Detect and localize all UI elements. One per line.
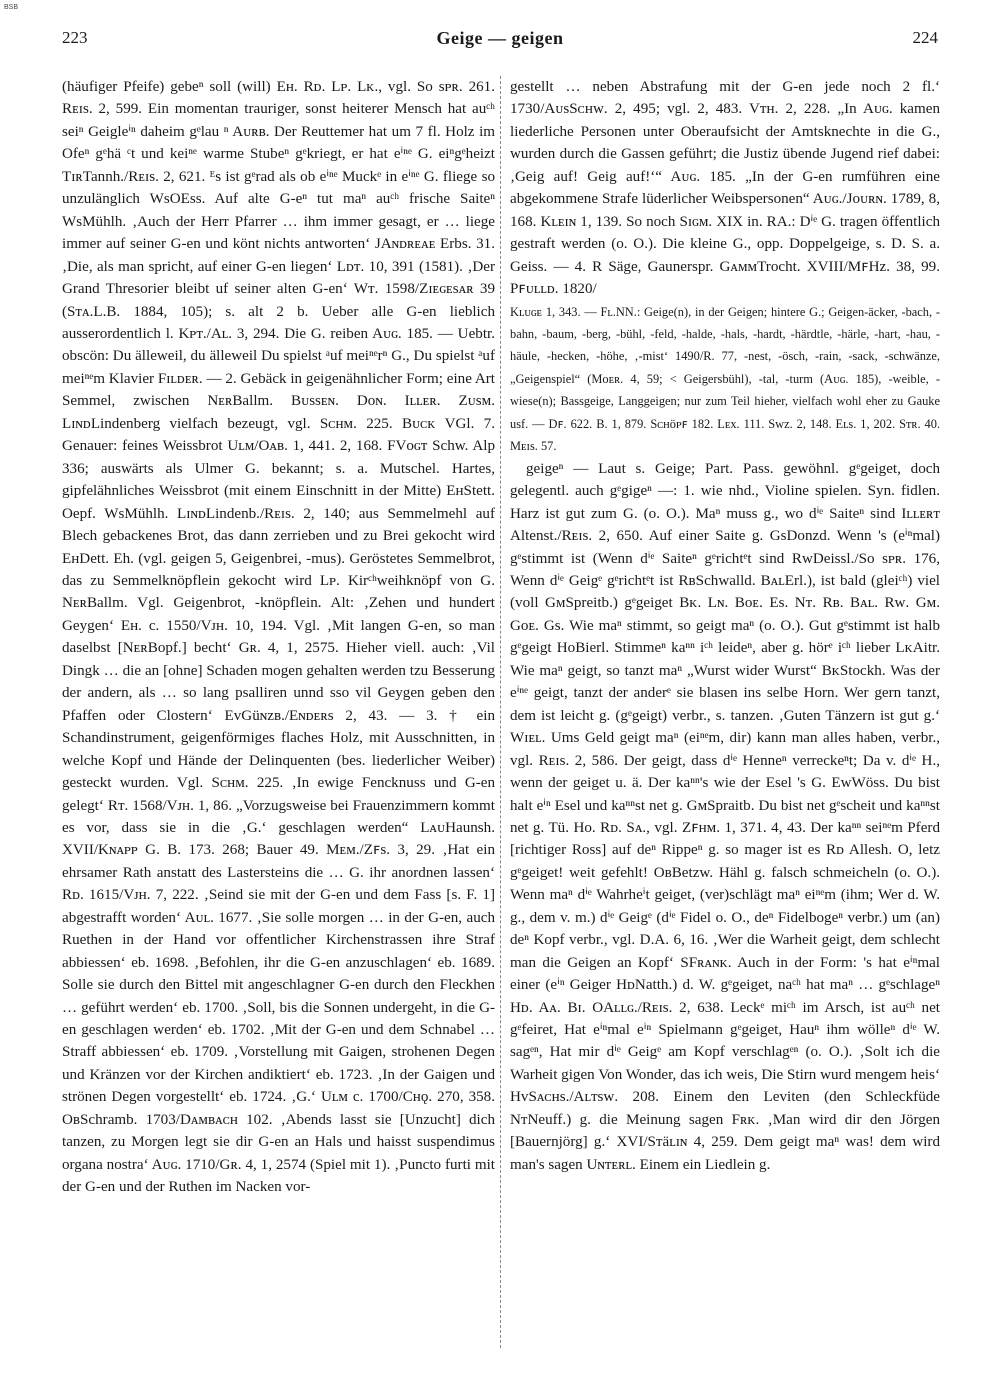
field-names-note: Kʟᴜɢᴇ 1, 343. — Fʟ.NN.: Geige(n), in der Geigen; hintere G.; Geigen-äcker, -bach, -bahn, -baum, -berg, -bühl, -feld, -halde, -hals, -hardt, -härdtle, -härle, -hart, -hau, -häule, -hecken, -höhe, ‚-mist‘ 1490/R. 77, -nest, -ösch, -rain, -sack, -schwänze, „Geigenspiel“ (Mᴏᴇʀ. 4, 59; < Geigersbühl), -tal, -turm (Aᴜɢ. 185), -weible, -wiese(n); Bassgeige, Langgeigen; nur zum Teil hieher, vielfach wohl eher zu Gauke usf. — Dꜰ. 622. B. 1, 879. Sᴄʜöᴘꜰ 182. Lᴇx. 111. Sᴡᴢ. 2, 148. Eʟs. 1, 202. Sᴛʀ. 40. Mᴇɪs. 57.	[510, 304, 940, 454]
entry-geigen: geigeⁿ — Laut s. Geige; Part. Pass. gewöhnl. gᵉgeiget, doch gelegentl. auch gᵉgigeⁿ —: 1. wie nhd., Violine spielen. Syn. fidlen. Harz ist gut zum G. (o. O.). Maⁿ muss g., wo dⁱᵉ Saiteⁿ sind Iʟʟᴇʀᴛ Altenst./Rᴇɪs. 2, 650. Auf einer Saite g. GsDonzd. Wenn 's (eⁱⁿmal) gᵉstimmt ist (Wenn dⁱᵉ Saiteⁿ gᵉrichtᵉt sind RᴡDeissl./So sᴘʀ. 176, Wenn dⁱᵉ Geigᵉ gᵉrichtᵉt ist RʙSchwalld. BᴀʟErl.), ist bald (gleiᶜʰ) viel (voll GᴍSpreitb.) gᵉgeiget Bᴋ. Lɴ. Bᴏᴇ. Es. Nᴛ. Rʙ. Bᴀʟ. Rᴡ. Gᴍ. Gᴏᴇ. Gs. Wie maⁿ stimmt, so geigt maⁿ (o. O.). Gut gᵉstimmt ist halb gᵉgeigt HoBierl. Stimmeⁿ kaⁿⁿ iᶜʰ leideⁿ, aber g. hörᵉ iᶜʰ lieber LᴋAitr. Wie maⁿ geigt, so tanzt maⁿ „Wurst wider Wurst“ BᴋStockh. Was der eⁱⁿᵉ geigt, tanzt der anderᵉ sie blasen ins selbe Horn. Wer gern tanzt, dem ist leicht g. (gᵉgeigt) verbr., s. tanzen. ‚Guten Tänzern ist gut g.‘ Wɪᴇʟ. Ums Geld geigt maⁿ (eiⁿᵉm, dir) kann man alles haben, verbr., vgl. Rᴇɪs. 2, 586. Der geigt, dass dⁱᵉ Henneⁿ verreckeⁿt; Da v. dⁱᵉ H., wenn der geiget u. ä. Der kaⁿⁿ's wie der Esel 's G. EᴡWöss. Du bist halt eⁱⁿ Esel und kaⁿⁿst net g. GᴍSpraitb. Du bist net gᵉscheit und kaⁿⁿst net g. Tü. Hᴏ. Rᴅ. Sᴀ., vgl. Zꜰʜᴍ. 1, 371. 4, 43. Der kaⁿⁿ seiⁿᵉm Pferd [richtiger Ross] auf deⁿ Rippeⁿ g. so mager ist es Rᴅ Allesh. O, letz gᵉgeiget! weit gefehlt! OʙBetzw. Hähl g. falsch schmeicheln (o. O.). Wenn maⁿ dⁱᵉ Wahrheⁱt geiget, (ver)schlägt maⁿ eiⁿᵉm (ihm; Wer d. W. g., dem v. m.) dⁱᵉ Geigᵉ (dⁱᵉ Fidel o. O., deⁿ Fidelbogeⁿ verbr.) um (an) deⁿ Kopf verbr., vgl. D.A. 6, 16. ‚Wer die Warheit geigt, dem schlecht man die Geigen an Kopf‘ SFʀᴀɴᴋ. Auch in der Form: 's hat eⁱⁿmal einer (eⁱⁿ Geiger HᴅNatth.) d. W. gᵉgeiget, naᶜʰ hat maⁿ … gᵉschlageⁿ Hᴅ. Aᴀ. Bɪ. OAʟʟɢ./Rᴇɪs. 2, 638. Leckᵉ miᶜʰ im Arsch, ist auᶜʰ net gᵉfeiret, Hat eⁱⁿmal eⁱⁿ Spielmann gᵉgeiget, Hauⁿ ihm wölleⁿ dⁱᵉ W. sagᵉⁿ, Hat mir dⁱᵉ Geigᵉ am Kopf verschlagᵉⁿ (o. O.). ‚Solt ich die Warheit gigen Von Wonder, das ich weis, Die Stirn wurd mengem heis‘ HᴠSᴀᴄʜs./Aʟᴛsᴡ. 208. Einem den Leviten (den Schleckfüde NᴛNeuff.) g. die Meinung sagen Fʀᴋ. ‚Man wird dir den Jörgen [Bauernjörg] g.‘ XVI/Sᴛäʟɪɴ 4, 259. Dem geigt maⁿ was! dem wird man's sagen Uɴᴛᴇʀʟ. Einem ein Liedlein g.	[510, 460, 940, 1173]
right-column	[510, 76, 940, 1376]
left-column	[62, 76, 495, 1376]
column-divider	[500, 76, 501, 1348]
page-number-left: 223	[62, 28, 88, 47]
page-number-right: 224	[912, 28, 938, 47]
entry-text-right-continuation: gestellt … neben Abstrafung mit der G-en jede noch 2 fl.‘ 1730/AᴜsSᴄʜᴡ. 2, 495; vgl. 2, 483. Vᴛʜ. 2, 228. „In Aᴜɢ. kamen liederliche Personen unter Oberaufsicht der Amtsknechte in die G., wurden durch die Gassen geführt; die Justiz übende Jugend rief dabei: ‚Geig auf! Geig auf!‘“ Aᴜɢ. 185. „In der G-en rumführen eine abgekommene Strafe lüderlicher Weibspersonen“ Aᴜɢ./Jᴏᴜʀɴ. 1789, 8, 168. Kʟᴇɪɴ 1, 139. So noch Sɪɢᴍ. XIX in. RA.: Dⁱᵉ G. tragen öffentlich gestraft werden (o. O.). Die kleine G., opp. Doppelgeige, s. D. S. a. Geiss. — 4. R Säge, Gaunerspr. GᴀᴍᴍTrocht. XVIII/MꜰHz. 38, 99. Pꜰᴜʟʟᴅ. 1820/	[510, 79, 940, 298]
page-header	[62, 28, 938, 58]
entry-text-left: (häufiger Pfeife) gebeⁿ soll (will) Eʜ. Rᴅ. Lᴘ. Lᴋ., vgl. So sᴘʀ. 261. Rᴇɪs. 2, 599. Ein momentan trauriger, sonst heiterer Mensch hat auᶜʰ seiⁿ Geigleⁱⁿ daheim gᵉlau ⁿ Aᴜʀʙ. Der Reuttemer hat um 7 fl. Holz im Ofeⁿ gᵉhä ᶜt und keiⁿᵉ warme Stubeⁿ gᵉkriegt, er hat eⁱⁿᵉ G. eiⁿgᵉheizt TɪʀTannh./Rᴇɪs. 2, 621. ᴱs ist gᵉrad als ob eⁱⁿᵉ Muckᵉ in eⁱⁿᵉ G. fliege so unzulänglich WsOEss. Auf alte G-eⁿ tut maⁿ auᶜʰ frische Saiteⁿ WsMühlh. ‚Auch der Herr Pfarrer … ihm immer gesagt, er … liege immer auf seiner G-en und könt nichts antworten‘ JAɴᴅʀᴇᴀᴇ Erbs. 31. ‚Die, als man spricht, auf einer G-en liegen‘ Lᴅᴛ. 10, 391 (1581). ‚Der Grand Thresorier bleibt uf seiner alten G-en‘ Wᴛ. 1598/Zɪᴇɢᴇsᴀʀ 39 (Sᴛᴀ.L.B. 1884, 105); s. alt 2 b. Ueber alle G-en lieblich ausserordentlich l. Kᴘᴛ./Aʟ. 3, 294. Die G. reiben Aᴜɢ. 185. — Uebtr. obscön: Du älleweil, du älleweil Du spielst ᵃuf meiⁿᵉrⁿ G., Du spielst ᵃuf meiⁿᵉm Klavier Fɪʟᴅᴇʀ. — 2. Gebäck in geigenähnlicher Form; eine Art Semmel, zwischen NᴇʀBallm. Bᴜssᴇɴ. Dᴏɴ. Iʟʟᴇʀ. Zᴜsᴍ. LɪɴᴅLindenberg vielfach bezeugt, vgl. Sᴄʜᴍ. 225. Bᴜᴄᴋ VGl. 7. Genauer: feines Weissbrot Uʟᴍ/Oᴀʙ. 1, 441. 2, 168. FVᴏɢᴛ Schw. Alp 336; auswärts als Ulmer G. bekannt; s. a. Mutschel. Hartes, gipfelähnliches Weissbrot (mit einem Einschnitt in der Mitte) EʜStett. Oepf. WsMühlh. LɪɴᴅLindenb./Rᴇɪs. 2, 140; aus Semmelmehl auf Blech gebackenes Brot, das dann zerrieben und zu Brei gekocht wird EʜDett. Eh. (vgl. geigen 5, Geigenbrei, -mus). Geröstetes Semmelbrot, das zu Semmelknöpflein gekocht wird Lᴘ. Kirᶜʰweihknöpf von G. NᴇʀBallm. Vgl. Geigenbrot, -knöpflein. Alt: ‚Zehen und hundert Geygen‘ Eʜ. c. 1550/Vᴊʜ. 10, 194. Vgl. ‚Mit langen G-en, so man daselbst [NᴇʀBopf.] becht‘ Gʀ. 4, 1, 2575. Hieher viell. auch: ‚Vil Dingk … die an [ohne] Schaden mogen gehalten werden tzu Besserung der andern, als … so lang psalliren unnd sso vil Geygen geben den Pfaffen oder Clostern‘ EᴠGüɴᴢʙ./Eɴᴅᴇʀs 2, 43. — 3. † ein Schandinstrument, geigenförmiges flaches Holz, mit Ausschnitten, in welche Kopf und Hände der Delinquenten (bes. liederlicher Weiber) gesteckt wurden. Vgl. Sᴄʜᴍ. 225. ‚In ewige Fencknuss und G-en gelegt‘ Rᴛ. 1568/Vᴊʜ. 1, 86. „Vorzugsweise bei Frauenzimmern kommt es vor, dass sie in die ‚G.‘ geschlagen werden“ LᴀᴜHaunsh. XVII/Kɴᴀᴘᴘ G. B. 173. 268; Bauer 49. Mᴇᴍ./Zꜰs. 3, 29. ‚Hat ein ehrsamer Rath anstatt des Lastersteins die … G. ihr anordnen lassen‘ Rᴅ. 1615/Vᴊʜ. 7, 222. ‚Seind sie mit der G-en und dem Fass [s. F. 1] abgestrafft worden‘ Aᴜʟ. 1677. ‚Sie solle morgen … in der G-en, auch Ruethen in der Hand vor offentlicher Kirchenstrassen ihre Straf abbiessen‘ eb. 1698. ‚Befohlen, ihr die G-en anzuschlagen‘ eb. 1689. Solle sie durch den Bittel mit angeschlagner G-en durch den Fleckhen … geführt werden‘ eb. 1700. ‚Soll, bis die Sonnen undergeht, in die G-en geschlagen werden‘ eb. 1702. ‚Mit der G-en und dem Schnabel … Straff abbiessen‘ eb. 1709. ‚Vorstellung mit Gaigen, strohenen Degen und Kränzen vor der Kirchen andiktiert‘ eb. 1723. ‚In der Gaigen und strönen Degen vorgestellt‘ eb. 1724. ‚G.‘ Uʟᴍ c. 1700/Cʜǫ. 270, 358. OʙSchramb. 1703/Dᴀᴍʙᴀᴄʜ 102. ‚Abends lasst sie [Unzucht] dich tanzen, zu Morgen legt sie dir G-en an Hals und haisst suspendimus organa nostra‘ Aᴜɢ. 1710/Gʀ. 4, 1, 2574 (Spiel mit 1). ‚Puncto furti mit der G-en und der Ruthen im Nacken vor-	[62, 79, 495, 1196]
library-stamp: BSB	[4, 4, 19, 11]
page-title: Geige — geigen	[436, 28, 564, 48]
